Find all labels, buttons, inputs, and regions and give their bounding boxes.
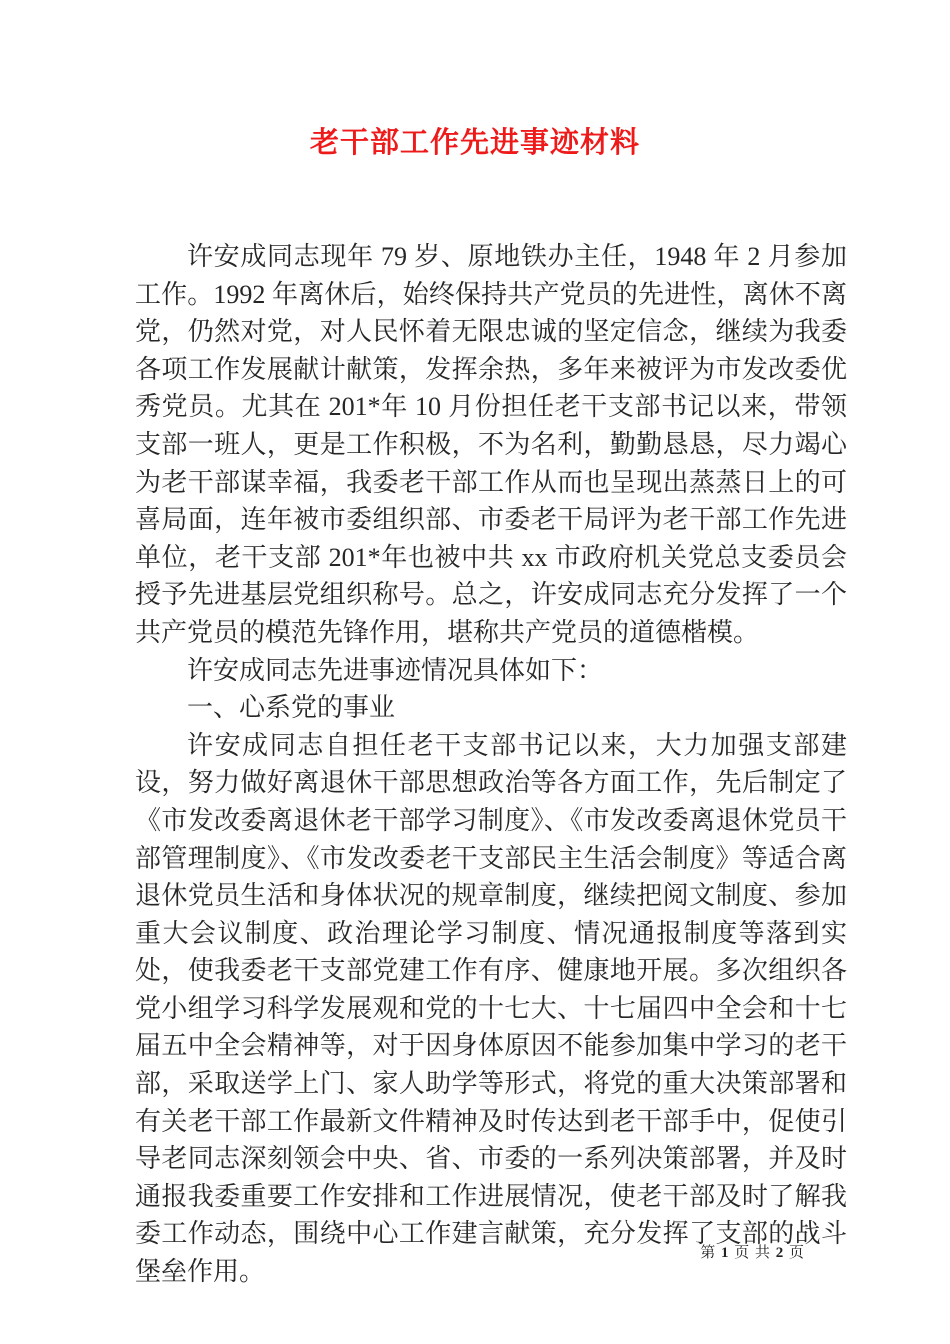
footer-label-ye: 页 bbox=[788, 1245, 805, 1261]
footer-label-ye-gong: 页 共 bbox=[734, 1245, 771, 1261]
total-pages: 2 bbox=[775, 1245, 785, 1261]
paragraph-leadin: 许安成同志先进事迹情况具体如下： bbox=[187, 655, 604, 685]
paragraph-intro: 许安成同志现年 79 岁、原地铁办主任，1948 年 2 月参加工作。1992 年离休后，始终保持共产党员的先进性，离休不离党，仍然对党，对人民怀着无限忠诚的坚定信念，继续为我委各项工作发展献计献策，发挥余热，多年来被评为市发改委优秀党员。尤其在 201*年 10 月份担任老干支部书记以来，带领支部一班人，更是工作积极，不为名利，勤勤恳恳，尽力竭心为老干部谋幸福，我委老干部工作从而也呈现出蒸蒸日上的可喜局面，连年被市委组织部、市委老干局评为老干部工作先进单位，老干支部 201*年也被中共 xx 市政府机关党总支委员会授予先进基层党组织称号。总之，许安成同志充分发挥了一个共产党员的模范先锋作用，堪称共产党员的道德楷模。 bbox=[135, 242, 847, 647]
paragraph-section-1-body: 许安成同志自担任老干支部书记以来，大力加强支部建设，努力做好离退休干部思想政治等各方面工作，先后制定了《市发改委离退休老干部学习制度》、《市发改委离退休党员干部管理制度》、《市发改委老干支部民主生活会制度》等适合离退休党员生活和身体状况的规章制度，继续把阅文制度、参加重大会议制度、政治理论学习制度、情况通报制度等落到实处，使我委老干支部党建工作有序、健康地开展。多次组织各党小组学习科学发展观和党的十七大、十七届四中全会和十七届五中全会精神等，对于因身体原因不能参加集中学习的老干部，采取送学上门、家人助学等形式，将党的重大决策部署和有关老干部工作最新文件精神及时传达到老干部手中，促使引导老同志深刻领会中央、省、市委的一系列决策部署，并及时通报我委重要工作安排和工作进展情况，使老干部及时了解我委工作动态，围绕中心工作建言献策，充分发挥了支部的战斗堡垒作用。 bbox=[135, 730, 847, 1287]
page-number: 1 bbox=[720, 1245, 730, 1261]
document-title: 老干部工作先进事迹材料 bbox=[309, 127, 640, 159]
page-footer bbox=[700, 1243, 805, 1263]
footer-label-di: 第 bbox=[700, 1245, 717, 1261]
section-heading-1: 一、心系党的事业 bbox=[187, 693, 396, 723]
document-body bbox=[135, 238, 847, 1291]
